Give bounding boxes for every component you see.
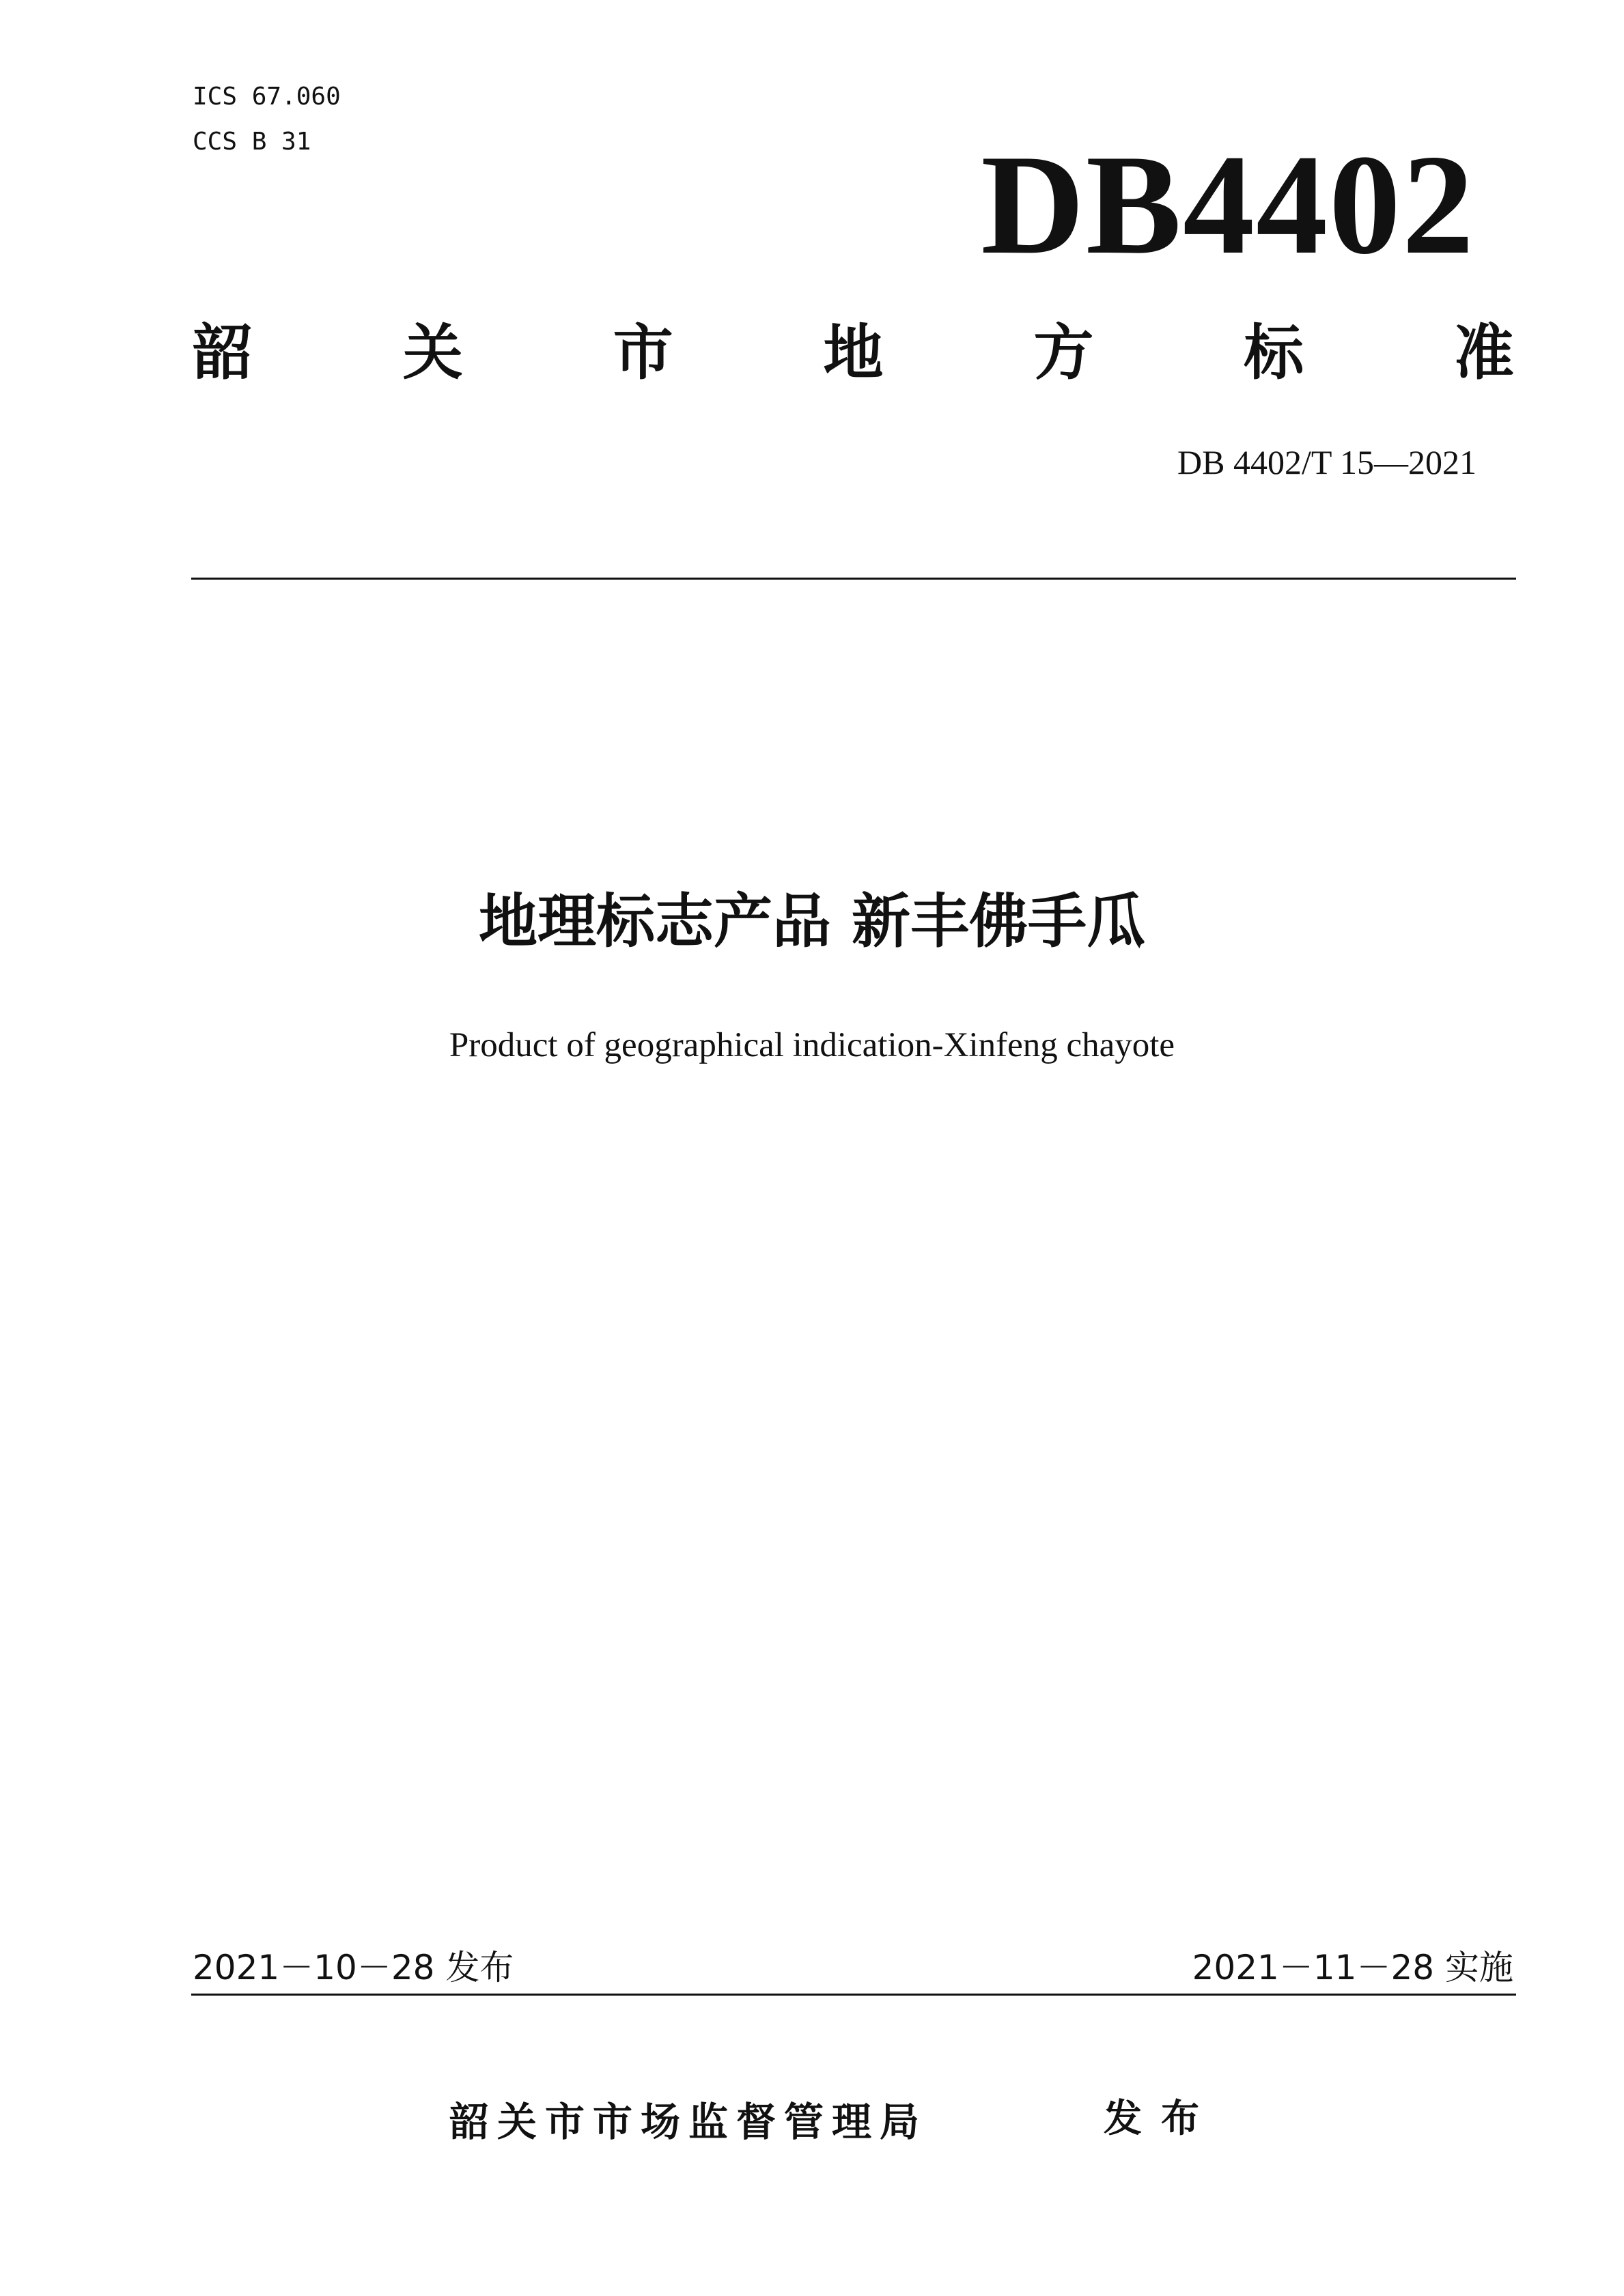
standard-logo: DB4402	[981, 126, 1475, 284]
bottom-divider	[191, 1994, 1516, 1996]
ics-code: ICS 67.060	[193, 83, 341, 111]
heading-char: 方	[1033, 317, 1094, 388]
heading-char: 韶	[193, 317, 253, 388]
heading-char: 标	[1244, 317, 1304, 388]
implementation-date: 2021－11－28 实施	[1192, 1948, 1513, 1987]
publisher-name: 韶关市市场监督管理局	[449, 2099, 928, 2145]
standard-type-heading	[193, 315, 1514, 391]
title-english: Product of geographical indication-Xinfeng chayote	[449, 1026, 1175, 1064]
heading-char: 地	[823, 317, 884, 388]
top-divider	[191, 578, 1516, 580]
title-chinese: 地理标志产品 新丰佛手瓜	[479, 888, 1145, 956]
standard-number: DB 4402/T 15—2021	[1177, 443, 1476, 481]
issue-date: 2021－10－28 发布	[193, 1948, 514, 1987]
heading-char: 准	[1453, 317, 1514, 388]
ccs-code: CCS B 31	[193, 128, 311, 156]
publish-label: 发布	[1104, 2097, 1218, 2141]
heading-char: 市	[613, 317, 673, 388]
heading-char: 关	[402, 317, 463, 388]
